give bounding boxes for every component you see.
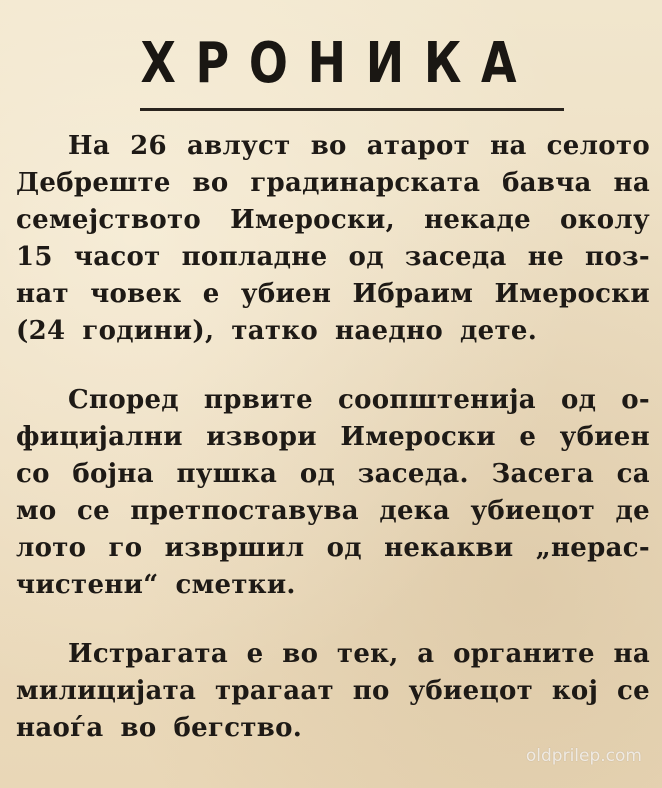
article-title: ХРОНИКА [140,31,537,96]
text-line: Дебреште во градинарската бавча на [16,168,650,198]
text-line: Истрагата е во тек, а органите на [68,639,650,669]
text-line: фицијални извори Имероски е убиен [16,422,650,452]
text-line: лото го извршил од некакви „нерас- [16,533,650,563]
text-line: (24 години), татко наедно дете. [16,316,538,346]
paragraph [16,636,650,747]
title-divider [140,108,564,111]
text-line: мо се претпоставува дека убиецот де [16,496,650,526]
text-line: милицијата трагаат по убиецот кој се [16,676,650,706]
text-line: наоѓа во бегство. [16,713,303,743]
text-line: Според првите соопштенија од о- [68,385,650,415]
paragraph-gap [16,604,650,636]
paragraph [16,128,650,350]
watermark: oldprilep.com [525,746,642,766]
text-line: со бојна пушка од заседа. Засега са [16,459,650,489]
paragraph-gap [16,350,650,382]
text-line: семејството Имероски, некаде околу [16,205,650,235]
text-line: чистени“ сметки. [16,570,296,600]
text-line: нат човек е убиен Ибраим Имероски [16,279,650,309]
text-line: На 26 авлуст во атарот на селото [68,131,650,161]
article-body [16,128,650,747]
paragraph [16,382,650,604]
text-line: 15 часот попладне од заседа не поз- [16,242,650,272]
